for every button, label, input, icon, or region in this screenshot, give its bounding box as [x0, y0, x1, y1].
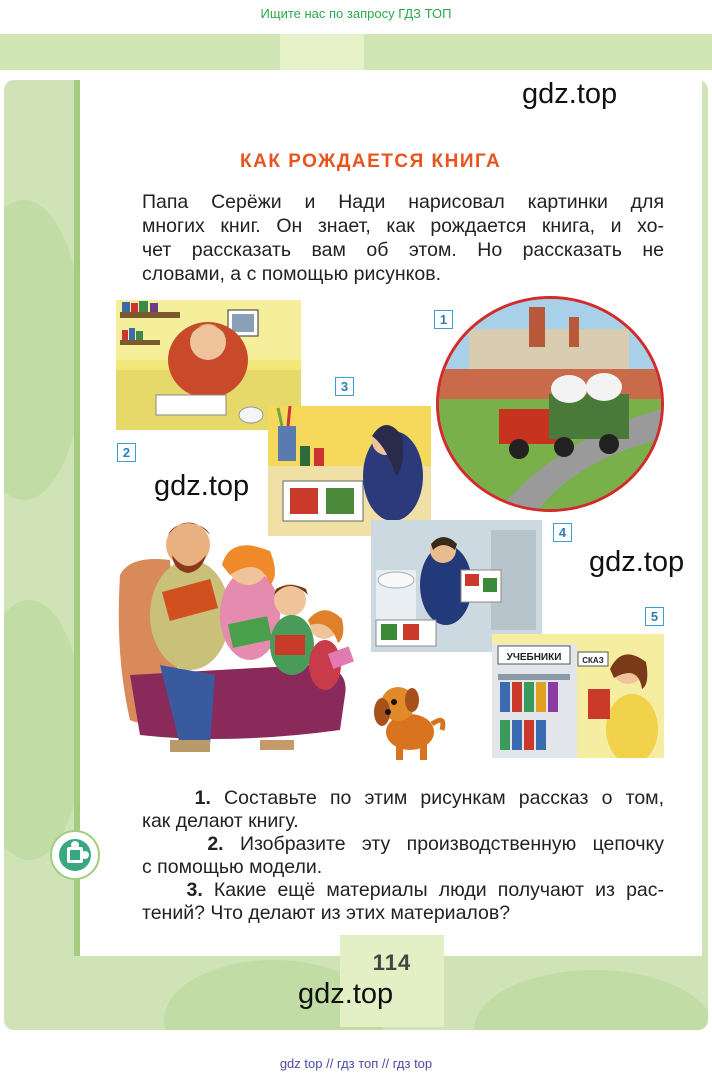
task-line: как делают книгу.	[142, 810, 299, 832]
task-line: Какие ещё материалы люди получают из рас-	[213, 879, 665, 901]
footer-links[interactable]: gdz top // гдз топ // гдз top	[279, 1056, 433, 1071]
task-item	[142, 833, 664, 879]
watermark: gdz.top	[298, 978, 394, 1010]
watermark: gdz.top	[154, 470, 250, 502]
task-number: 2.	[207, 833, 224, 855]
task-line: с помощью модели.	[142, 856, 323, 878]
task-item	[142, 787, 664, 833]
illustration-printing-house	[371, 520, 542, 652]
watermark: gdz.top	[522, 78, 618, 110]
picture-number-2: 2	[117, 443, 136, 462]
previous-page-strip	[0, 34, 712, 70]
intro-line: чет рассказать вам об этом. Но рассказать не	[142, 239, 664, 261]
illustration-dog	[368, 674, 448, 764]
puzzle-icon	[50, 830, 100, 880]
task-number: 1.	[194, 787, 211, 809]
shop-sign-text: УЧЕБНИКИ	[506, 652, 562, 663]
top-banner-text[interactable]: Ищите нас по запросу ГДЗ ТОП	[260, 6, 452, 21]
illustration-paper-mill-truck	[436, 296, 664, 512]
footer	[0, 1046, 712, 1082]
picture-number-1: 1	[434, 310, 453, 329]
page-number: 114	[372, 950, 412, 975]
illustration-bookstore	[492, 634, 664, 758]
intro-line: Папа Серёжи и Нади нарисовал картинки для	[142, 191, 664, 213]
picture-number-3: 3	[335, 377, 354, 396]
task-number: 3.	[186, 879, 203, 901]
task-item	[142, 879, 664, 925]
page-title: КАК РОЖДАЕТСЯ КНИГА	[240, 151, 502, 172]
tasks-list	[142, 787, 664, 925]
intro-line: многих книг. Он знает, как рождается книга, и хо-	[142, 215, 664, 237]
intro-text	[142, 190, 664, 286]
intro-line: словами, а с помощью рисунков.	[142, 263, 442, 285]
task-line: тений? Что делают из этих материалов?	[142, 902, 511, 924]
picture-number-4: 4	[553, 523, 572, 542]
task-line: Изобразите эту производственную цепочку	[239, 833, 664, 855]
watermark: gdz.top	[589, 546, 685, 578]
picture-number-5: 5	[645, 607, 664, 626]
top-banner	[0, 0, 712, 34]
illustration-family-reading	[110, 515, 360, 760]
task-line: Составьте по этим рисункам рассказ о том,	[224, 787, 665, 809]
shop-sign-text-2: СКАЗ	[582, 656, 604, 665]
